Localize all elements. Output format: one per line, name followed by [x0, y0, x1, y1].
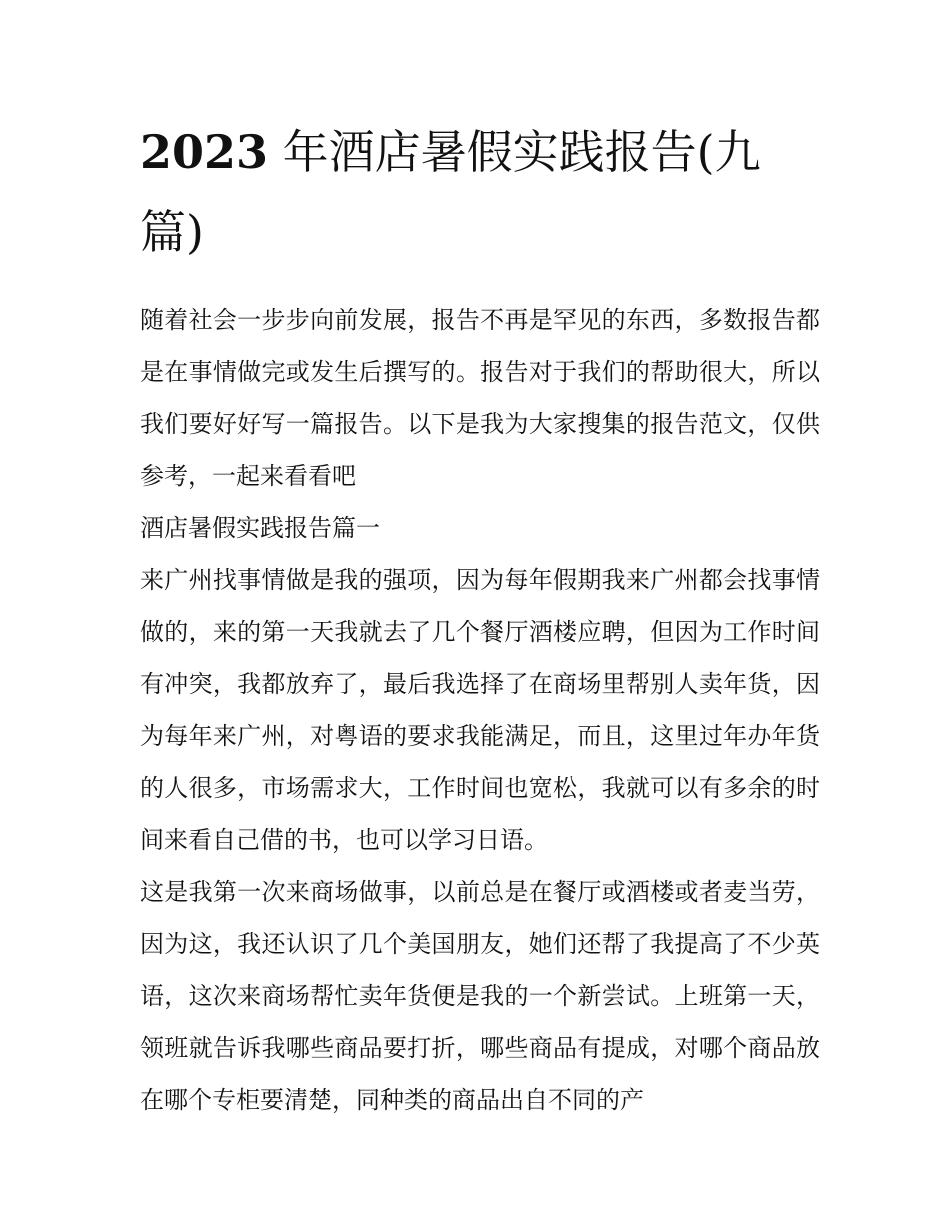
document-title [140, 112, 820, 272]
section-heading: 酒店暑假实践报告篇一 [140, 514, 380, 542]
document-page [140, 112, 820, 1126]
body-paragraph: 这是我第一次来商场做事，以前总是在餐厅或酒楼或者麦当劳，因为这，我还认识了几个美国朋友，她们还帮了我提高了不少英语，这次来商场帮忙卖年货便是我的一个新尝试。上班第一天，领班就告诉我哪些商品要打折，哪些商品有提成，对哪个商品放在哪个专柜要清楚，同种类的商品出自不同的产 [140, 878, 820, 1114]
intro-paragraph: 随着社会一步步向前发展，报告不再是罕见的东西，多数报告都是在事情做完或发生后撰写的。报告对于我们的帮助很大，所以我们要好好写一篇报告。以下是我为大家搜集的报告范文，仅供参考，一起来看看吧 [140, 306, 820, 490]
body-paragraph: 来广州找事情做是我的强项，因为每年假期我来广州都会找事情做的，来的第一天我就去了几个餐厅酒楼应聘，但因为工作时间有冲突，我都放弃了，最后我选择了在商场里帮别人卖年货，因为每年来广州，对粤语的要求我能满足，而且，这里过年办年货的人很多，市场需求大，工作时间也宽松，我就可以有多余的时间来看自己借的书，也可以学习日语。 [140, 566, 820, 854]
title-year: 2023 [140, 125, 269, 179]
title-text: 年酒店暑假实践报告(九篇) [140, 125, 761, 259]
